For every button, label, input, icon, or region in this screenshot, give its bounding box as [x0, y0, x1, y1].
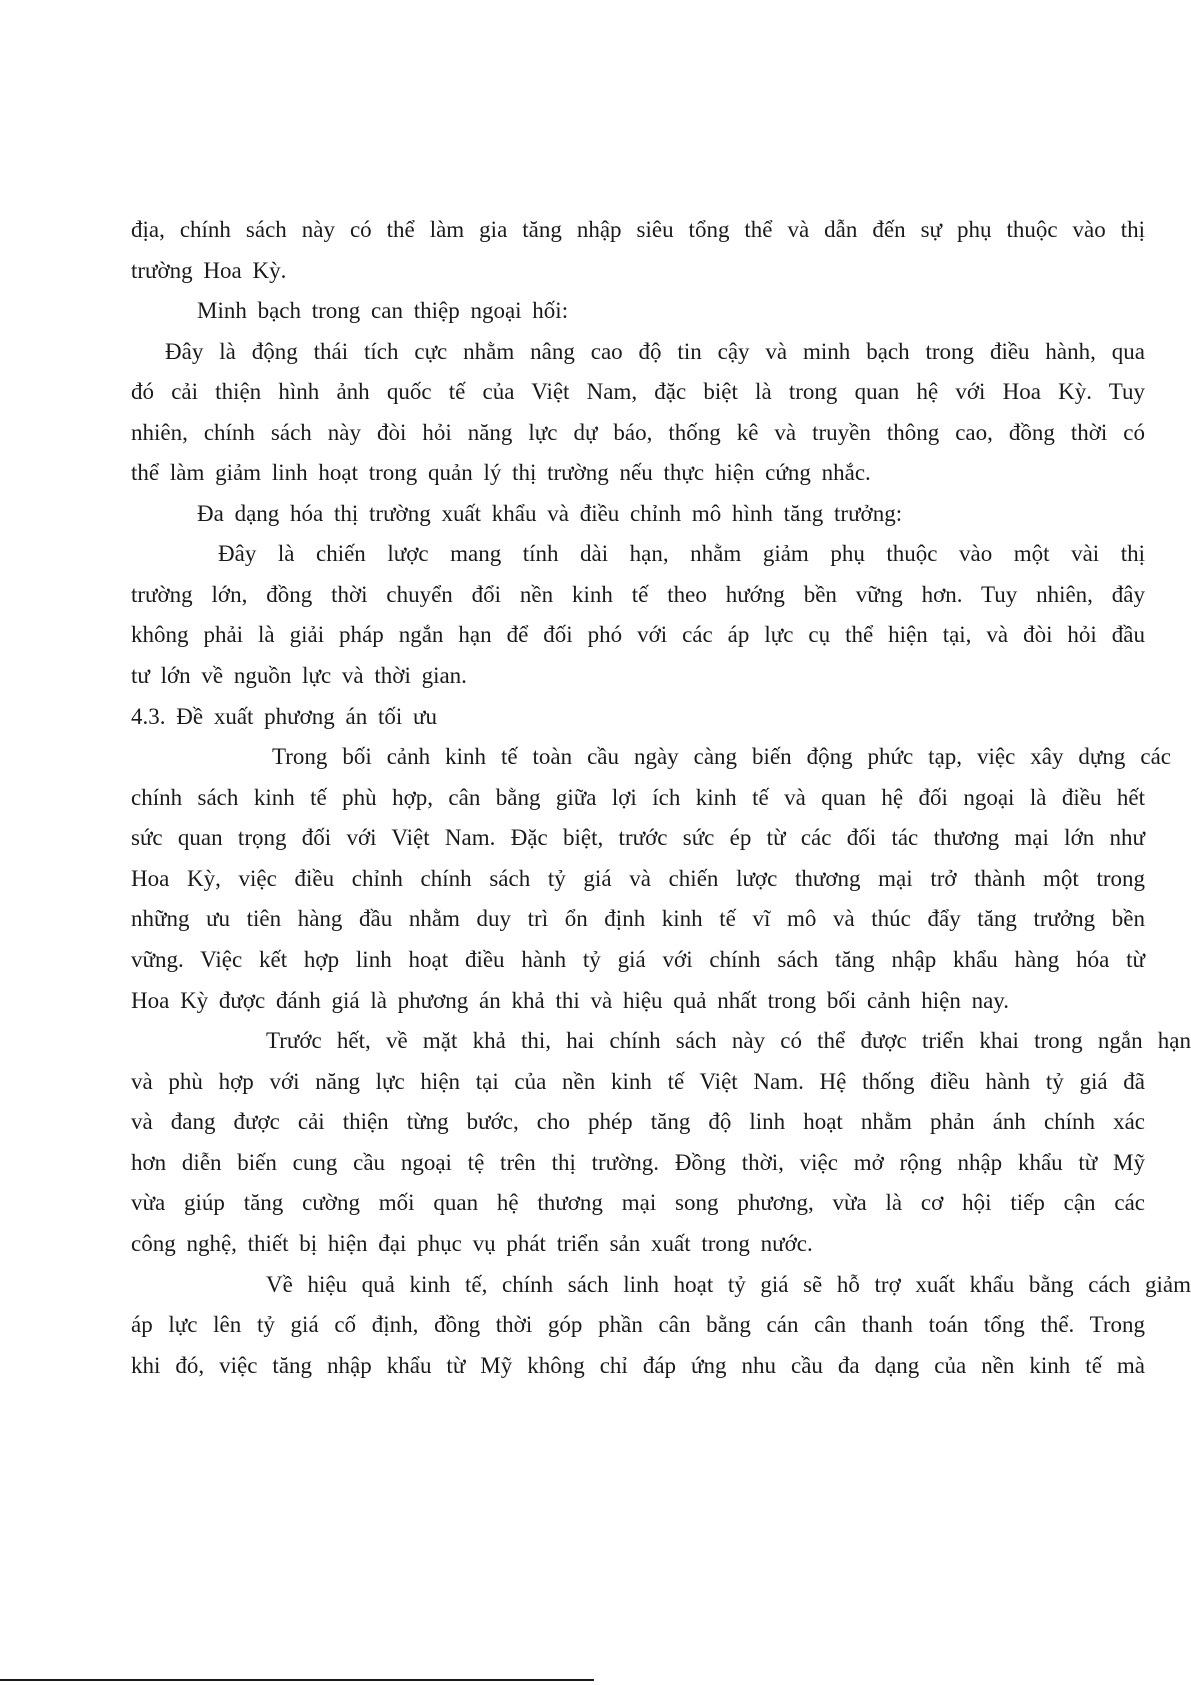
paragraph-line: những ưu tiên hàng đầu nhằm duy trì ổn định kinh tế vĩ mô và thúc đẩy tăng trưởng bền — [131, 906, 1145, 931]
paragraph-line: và phù hợp với năng lực hiện tại của nền kinh tế Việt Nam. Hệ thống điều hành tỷ giá đã — [131, 1069, 1145, 1094]
bullet-text: Đa dạng hóa thị trường xuất khẩu và điều chỉnh mô hình tăng trưởng: — [197, 501, 903, 526]
footnote-separator — [0, 1679, 594, 1681]
section-heading: 4.3. Đề xuất phương án tối ưu — [131, 704, 437, 729]
bullet-item — [165, 499, 902, 529]
paragraph-line: tư lớn về nguồn lực và thời gian. — [131, 663, 467, 688]
paragraph-line: chính sách kinh tế phù hợp, cân bằng giữa lợi ích kinh tế và quan hệ đối ngoại là điều hết — [131, 785, 1145, 810]
paragraph-line: áp lực lên tỷ giá cố định, đồng thời góp phần cân bằng cán cân thanh toán tổng thể. Trong — [131, 1312, 1145, 1337]
bullet-item — [165, 296, 568, 326]
paragraph-line: trường Hoa Kỳ. — [131, 258, 287, 283]
paragraph-line: công nghệ, thiết bị hiện đại phục vụ phát triển sản xuất trong nước. — [131, 1231, 813, 1256]
paragraph-line: khi đó, việc tăng nhập khẩu từ Mỹ không chỉ đáp ứng nhu cầu đa dạng của nền kinh tế mà — [131, 1353, 1145, 1378]
paragraph-line: vững. Việc kết hợp linh hoạt điều hành tỷ giá với chính sách tăng nhập khẩu hàng hóa từ — [131, 947, 1145, 972]
paragraph-line: Hoa Kỳ được đánh giá là phương án khả thi và hiệu quả nhất trong bối cảnh hiện nay. — [131, 988, 1010, 1013]
paragraph-line: Về hiệu quả kinh tế, chính sách linh hoạt tỷ giá sẽ hỗ trợ xuất khẩu bằng cách giảm — [266, 1272, 1191, 1297]
paragraph-line: Trước hết, về mặt khả thi, hai chính sách này có thể được triển khai trong ngắn hạn — [266, 1028, 1191, 1053]
paragraph-line: không phải là giải pháp ngắn hạn để đối phó với các áp lực cụ thể hiện tại, và đòi hỏi đầu — [131, 622, 1145, 647]
paragraph-line: Đây là động thái tích cực nhằm nâng cao độ tin cậy và minh bạch trong điều hành, qua — [165, 339, 1145, 364]
paragraph-line: vừa giúp tăng cường mối quan hệ thương mại song phương, vừa là cơ hội tiếp cận các — [131, 1190, 1145, 1215]
paragraph-line: nhiên, chính sách này đòi hỏi năng lực dự báo, thống kê và truyền thông cao, đồng thời có — [131, 420, 1145, 445]
bullet-text: Minh bạch trong can thiệp ngoại hối: — [197, 298, 569, 323]
paragraph-line: đó cải thiện hình ảnh quốc tế của Việt Nam, đặc biệt là trong quan hệ với Hoa Kỳ. Tuy — [131, 379, 1145, 404]
paragraph-line: trường lớn, đồng thời chuyển đổi nền kinh tế theo hướng bền vững hơn. Tuy nhiên, đây — [131, 582, 1145, 607]
paragraph-line: địa, chính sách này có thể làm gia tăng nhập siêu tổng thể và dẫn đến sự phụ thuộc vào thị — [131, 217, 1145, 242]
paragraph-line: sức quan trọng đối với Việt Nam. Đặc biệt, trước sức ép từ các đối tác thương mại lớn như — [131, 825, 1145, 850]
paragraph-line: và đang được cải thiện từng bước, cho phép tăng độ linh hoạt nhằm phản ánh chính xác — [131, 1109, 1145, 1134]
paragraph-line: Trong bối cảnh kinh tế toàn cầu ngày càng biến động phức tạp, việc xây dựng các — [272, 744, 1171, 769]
paragraph-line: thể làm giảm linh hoạt trong quản lý thị trường nếu thực hiện cứng nhắc. — [131, 460, 871, 485]
paragraph-line: Đây là chiến lược mang tính dài hạn, nhằm giảm phụ thuộc vào một vài thị — [218, 541, 1145, 566]
paragraph-line: Hoa Kỳ, việc điều chỉnh chính sách tỷ giá và chiến lược thương mại trở thành một trong — [131, 866, 1145, 891]
paragraph-line: hơn diễn biến cung cầu ngoại tệ trên thị trường. Đồng thời, việc mở rộng nhập khẩu từ Mỹ — [131, 1150, 1145, 1175]
